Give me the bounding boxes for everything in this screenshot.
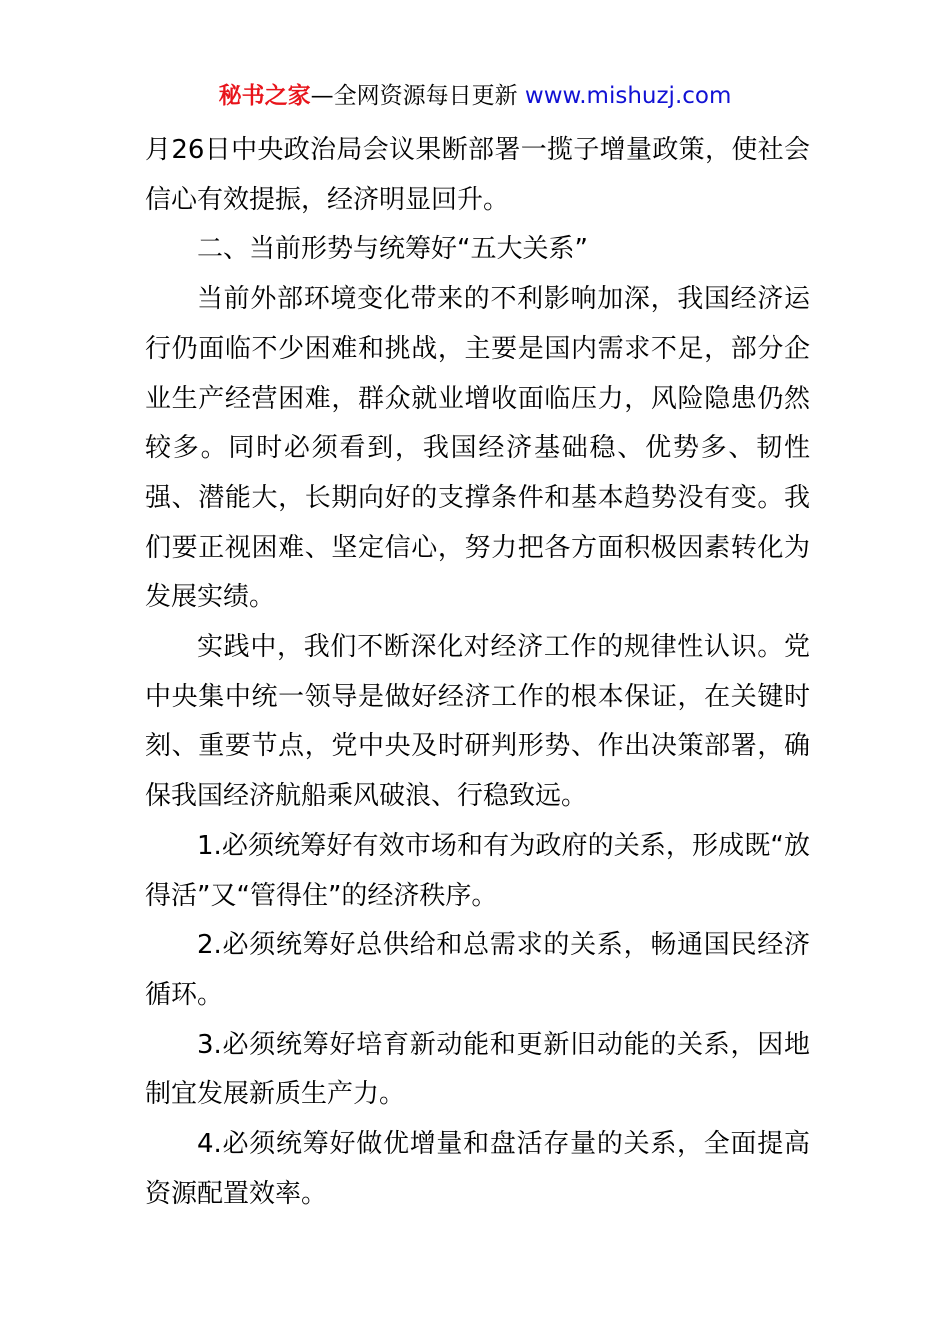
brand-name: 秘书之家 xyxy=(218,83,311,109)
paragraph: 当前外部环境变化带来的不利影响加深，我国经济运行仍面临不少困难和挑战，主要是国内需求不足，部分企业生产经营困难，群众就业增收面临压力，风险隐患仍然较多。同时必须看到，我国经济基础稳、优势多、韧性强、潜能大，长期向好的支撑条件和基本趋势没有变。我们要正视困难、坚定信心，努力把各方面积极因素转化为发展实绩。 xyxy=(145,284,810,613)
list-item-4: 4.必须统筹好做优增量和盘活存量的关系，全面提高资源配置效率。 xyxy=(145,1129,810,1209)
header-url[interactable]: www.mishuzj.com xyxy=(524,83,732,109)
paragraph-continuation: 月26日中央政治局会议果断部署一揽子增量政策，使社会信心有效提振，经济明显回升。 xyxy=(145,135,810,215)
paragraph: 实践中，我们不断深化对经济工作的规律性认识。党中央集中统一领导是做好经济工作的根本保证，在关键时刻、重要节点，党中央及时研判形势、作出决策部署，确保我国经济航船乘风破浪、行稳致远。 xyxy=(145,632,810,812)
list-item-3: 3.必须统筹好培育新动能和更新旧动能的关系，因地制宜发展新质生产力。 xyxy=(145,1029,810,1110)
list-item-1: 1.必须统筹好有效市场和有为政府的关系，形成既“放得活”又“管得住”的经济秩序。 xyxy=(145,830,810,911)
header-tagline: —全网资源每日更新 xyxy=(310,83,525,109)
section-heading: 二、当前形势与统筹好“五大关系” xyxy=(197,234,588,265)
page-header xyxy=(0,80,950,112)
document-body xyxy=(145,126,810,1219)
list-item-2: 2.必须统筹好总供给和总需求的关系，畅通国民经济循环。 xyxy=(145,930,810,1010)
